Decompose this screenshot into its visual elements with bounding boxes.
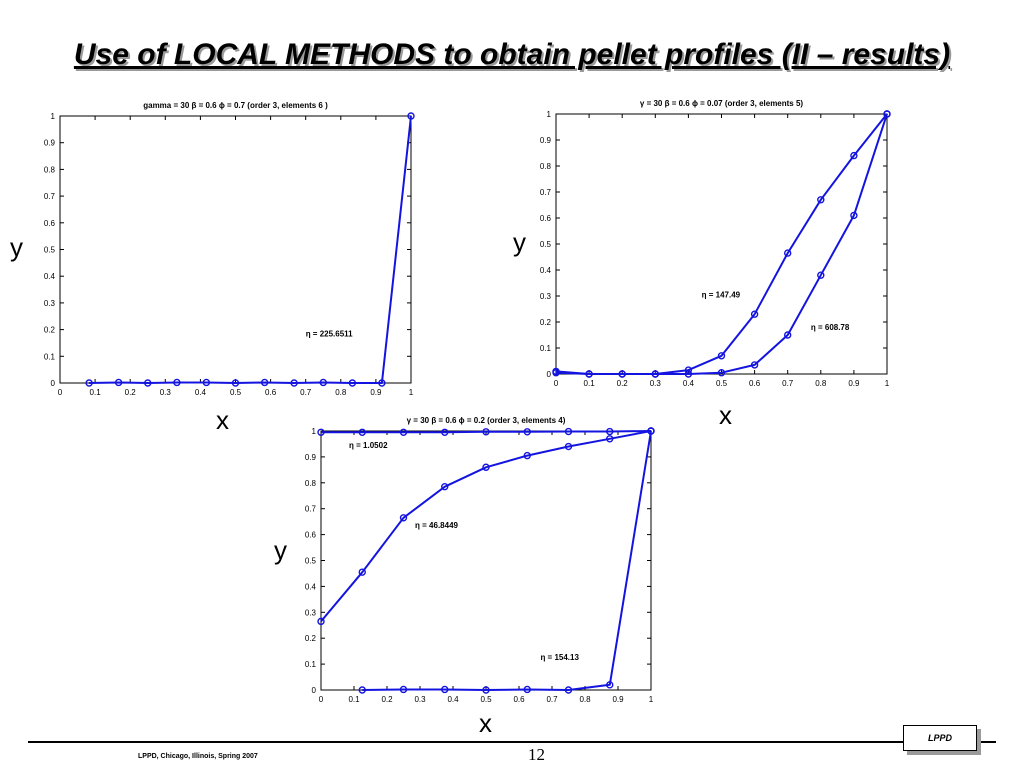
y-tick-label: 1 [50,112,55,121]
y-tick-label: 0.9 [539,136,551,145]
x-tick-label: 1 [884,379,890,388]
x-tick-label: 0.7 [300,388,312,397]
chart-2 [500,88,920,410]
y-tick-label: 0.6 [43,218,55,228]
y-tick-label: 0.5 [43,245,55,255]
y-tick-label: 0.8 [304,478,316,488]
y-tick-label: 0.5 [304,556,316,566]
eta-annotation: η = 46.8449 [415,521,458,531]
x-tick-label: 0.1 [583,379,595,388]
x-tick-label: 0.4 [194,388,206,397]
x-tick-label: 0.3 [159,388,171,397]
y-tick-label: 0.9 [43,138,55,148]
x-tick-label: 0.6 [265,388,277,397]
x-tick-label: 0.2 [616,379,628,388]
y-tick-label: 0.7 [43,192,55,202]
x-tick-label: 0.6 [513,695,525,704]
x-tick-label: 0.4 [682,379,694,388]
chart-3 [258,406,678,712]
x-tick-label: 0.5 [480,695,492,704]
y-tick-label: 0.3 [43,298,55,308]
x-tick-label: 0.8 [579,695,591,704]
chart-title: gamma = 30 β = 0.6 ϕ = 0.7 (order 3, elements 6 ) [143,101,328,110]
y-tick-label: 0.1 [539,344,551,353]
chart-1-y-letter: y [10,232,23,262]
x-tick-label: 0.9 [612,695,624,704]
x-tick-label: 0 [318,695,324,704]
y-tick-label: 0.7 [539,188,551,197]
x-tick-label: 0.2 [124,388,136,397]
x-tick-label: 0.5 [229,388,242,397]
eta-annotation: η = 608.78 [810,322,850,332]
chart-title: γ = 30 β = 0.6 ϕ = 0.2 (order 3, elements 4) [406,416,566,425]
x-tick-label: 0.5 [715,379,728,388]
y-tick-label: 0.4 [539,266,551,275]
y-tick-label: 0.9 [304,452,316,462]
y-tick-label: 1 [311,427,316,436]
y-tick-label: 1 [546,110,551,119]
y-tick-label: 0.1 [304,660,316,670]
y-tick-label: 0.7 [304,504,316,514]
y-tick-label: 0 [311,686,316,695]
y-tick-label: 0.2 [304,634,316,644]
eta-annotation: η = 1.0502 [349,440,388,450]
y-tick-label: 0.2 [539,318,551,327]
chart-1 [0,88,430,410]
lppd-logo: LPPD [903,725,977,751]
footer-text: LPPD, Chicago, Illinois, Spring 2007 [138,753,258,760]
x-tick-label: 0.9 [370,388,382,397]
x-tick-label: 0.3 [414,695,426,704]
x-tick-label: 0.2 [381,695,393,704]
y-tick-label: 0 [50,379,55,388]
chart-2-x-letter: x [719,400,732,430]
chart-3-y-letter: y [274,535,287,565]
y-tick-label: 0.8 [43,165,55,175]
y-tick-label: 0.4 [304,582,316,592]
y-tick-label: 0.8 [539,162,551,171]
y-tick-label: 0.3 [539,292,551,301]
eta-annotation: η = 225.6511 [305,329,353,339]
chart-3-x-letter: x [479,708,492,738]
x-tick-label: 0.6 [749,379,761,388]
x-tick-label: 0.7 [782,379,794,388]
chart-1-x-letter: x [216,405,229,435]
x-tick-label: 0.1 [348,695,360,704]
y-tick-label: 0.4 [43,272,55,282]
x-tick-label: 0.1 [89,388,101,397]
eta-annotation: η = 147.49 [701,290,741,300]
y-tick-label: 0.6 [539,214,551,223]
x-tick-label: 0.9 [848,379,860,388]
x-tick-label: 0.8 [815,379,827,388]
page-number: 12 [528,745,545,764]
x-tick-label: 0.4 [447,695,459,704]
y-tick-label: 0.2 [43,325,55,335]
y-tick-label: 0.3 [304,608,316,618]
footer-divider [28,741,996,743]
y-tick-label: 0.6 [304,530,316,540]
y-tick-label: 0 [546,370,551,379]
x-tick-label: 0.3 [649,379,661,388]
x-tick-label: 0.7 [546,695,558,704]
x-tick-label: 0 [553,379,559,388]
chart-2-y-letter: y [513,227,526,257]
plot-frame [60,116,411,383]
y-tick-label: 0.1 [43,352,55,362]
x-tick-label: 1 [648,695,654,704]
x-tick-label: 0 [57,388,63,397]
x-tick-label: 1 [408,388,414,397]
slide-title: Use of LOCAL METHODS to obtain pellet profiles (II – results) [73,38,951,71]
y-tick-label: 0.5 [539,240,551,249]
eta-annotation: η = 154.13 [540,653,579,663]
x-tick-label: 0.8 [335,388,347,397]
chart-title: γ = 30 β = 0.6 ϕ = 0.07 (order 3, elements 5) [639,99,804,108]
